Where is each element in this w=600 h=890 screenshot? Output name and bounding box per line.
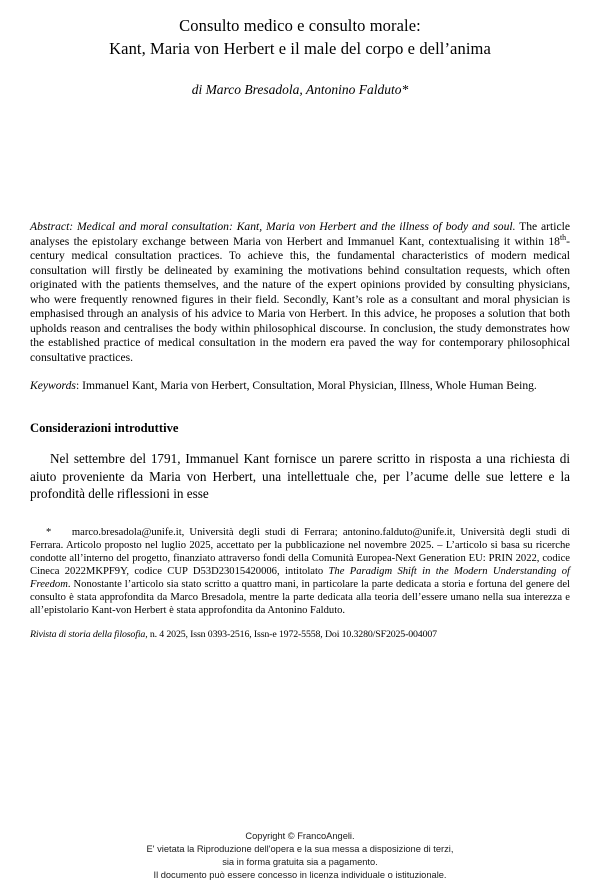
footnote-text-part-2: . Nonostante l’articolo sia stato scritto a quattro mani, in particolare la parte dedicata a storia e fortuna del genere del consulto è stata approfondita da Marco Bresadola, mentre la parte dedicata alla teoria dell’essere umano nella sua interezza e all’epistolario Kant-von Herbert è stata approfondita da Antonino Falduto. bbox=[30, 579, 570, 617]
copyright-line-1: Copyright © FrancoAngeli. bbox=[245, 831, 355, 842]
journal-name: Rivista di storia della filosofia bbox=[30, 629, 146, 641]
journal-details: , n. 4 2025, Issn 0393-2516, Issn-e 1972-5558, Doi 10.3280/SF2025-004007 bbox=[145, 629, 437, 641]
abstract-italic-title: Medical and moral consultation: Kant, Maria von Herbert and the illness of body and soul. bbox=[77, 220, 516, 233]
article-authors: di Marco Bresadola, Antonino Falduto* bbox=[191, 82, 409, 97]
title-line-1: Consulto medico e consulto morale: bbox=[179, 16, 421, 35]
keywords-colon: : bbox=[75, 379, 83, 393]
abstract-text-after-superscript: -century medical consultation practices. To achieve this, the fundamental characteristics of modern medical consultation will firstly be delineated by examining the motivations behind consultation requests, which often originated with the patients themselves, and the nature of the expert opinions provided by consulting physicians, who were frequently renowned figures in their field. Secondly, Kant’s role as a consultant and moral physician is emphasised through an analysis of his advice to Maria von Herbert. In this advice, he proposes a solution that both upholds reason and centralises the body within philosophical discourse. In conclusion, the study demonstrates how the established practice of medical consultation in the modern era paved the way for contemporary philosophical consultative practices. bbox=[30, 234, 570, 364]
footnote-text-part-1: marco.bresadola@unife.it, Università degli studi di Ferrara; antonino.falduto@unife.it, Università degli studi di Ferrara. Articolo proposto nel luglio 2025, accettato per la pubblicazione nel novembre 2025. – L’articolo si basa su ricerche condotte all’interno del progetto, finanziato attraverso fondi della Comunità Europea-Next Generation EU: PRIN 2022, codice Cineca 2022MKPF9Y, codice CUP D53D23015420006, intitolato bbox=[30, 526, 570, 578]
copyright-line-2: E' vietata la Riproduzione dell'opera e la sua messa a disposizione di terzi, bbox=[146, 844, 454, 855]
ordinal-superscript: th bbox=[559, 232, 567, 242]
title-line-2: Kant, Maria von Herbert e il male del corpo e dell’anima bbox=[109, 39, 491, 58]
keywords-section bbox=[30, 379, 570, 394]
copyright-line-4: Il documento può essere concesso in licenza individuale o istituzionale. bbox=[153, 870, 447, 881]
body-paragraph-1: Nel settembre del 1791, Immanuel Kant fornisce un parere scritto in risposta a una richiesta di aiuto proveniente da Maria von Herbert, una intellettuale che, per l’acume delle sue lettere e la profondità delle riflessioni in esse bbox=[30, 451, 570, 502]
footnote-marker: * bbox=[46, 526, 52, 538]
footnote-project-title: The Paradigm Shift in the Modern Understanding of Freedom bbox=[30, 566, 570, 591]
footnote-affiliation bbox=[30, 526, 570, 618]
abstract-label-colon: : bbox=[69, 220, 78, 233]
section-heading-considerazioni: Considerazioni introduttive bbox=[30, 421, 179, 436]
abstract-label: Abstract bbox=[30, 220, 70, 233]
copyright-footer bbox=[0, 830, 600, 882]
article-title bbox=[30, 14, 570, 60]
keywords-label: Keywords bbox=[30, 379, 76, 393]
abstract-text-before-superscript: The article analyses the epistolary exchange between Maria von Herbert and Immanuel Kant, contextualising it within 18 bbox=[30, 220, 570, 248]
footnote-marker-space bbox=[51, 527, 72, 538]
abstract-section bbox=[30, 220, 570, 365]
journal-citation bbox=[30, 629, 570, 641]
copyright-line-3: sia in forma gratuita sia a pagamento. bbox=[222, 857, 378, 868]
keywords-text: Immanuel Kant, Maria von Herbert, Consultation, Moral Physician, Illness, Whole Human Being. bbox=[82, 379, 537, 393]
